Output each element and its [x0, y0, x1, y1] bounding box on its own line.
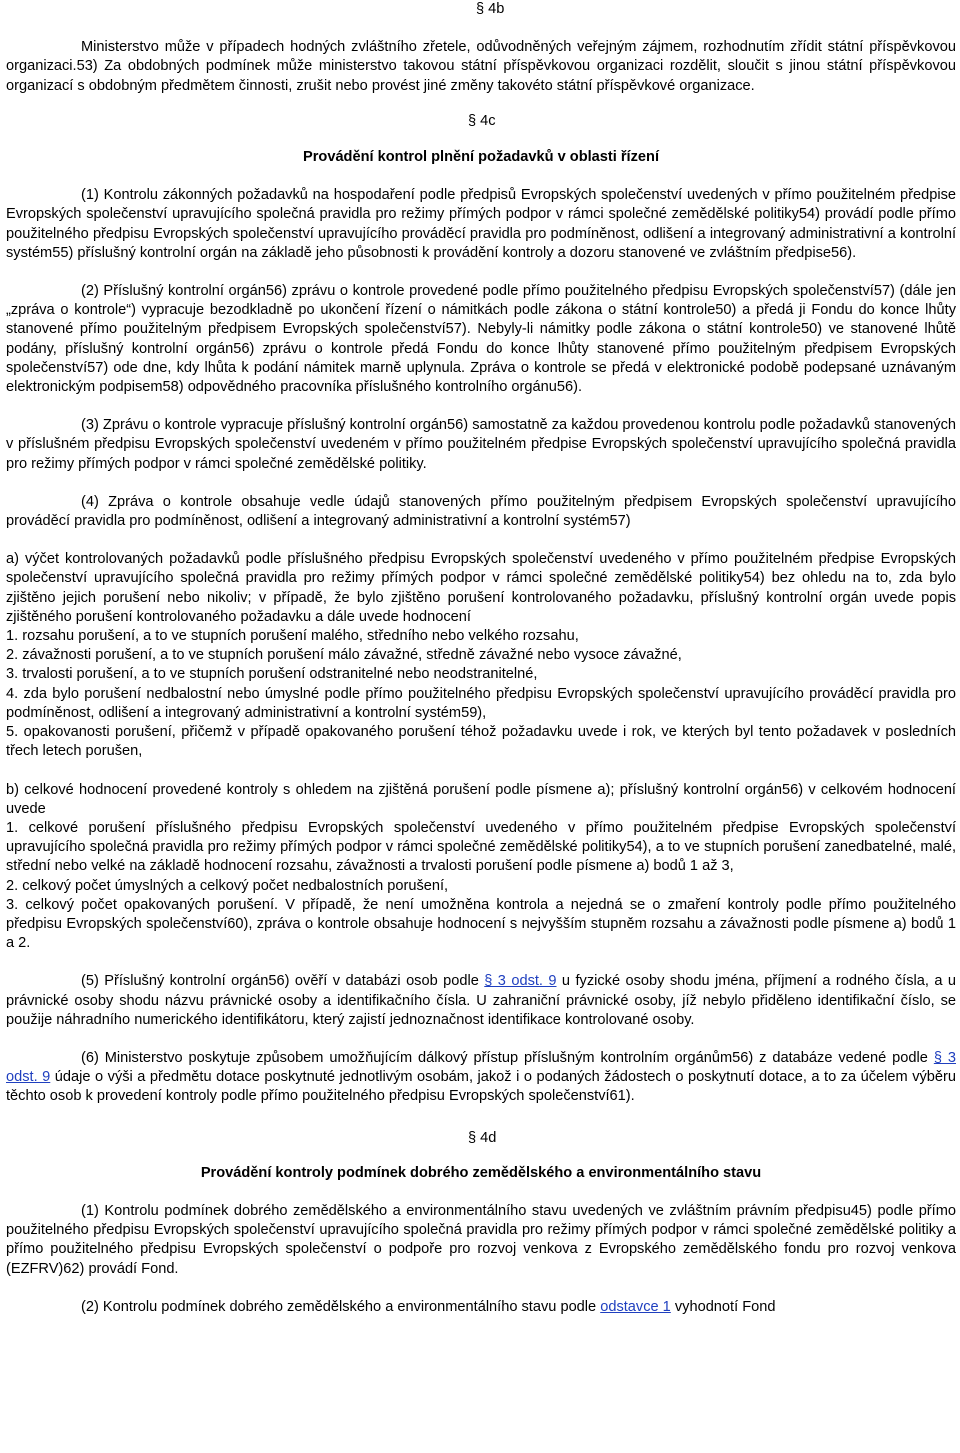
paragraph-4d-2-text-before: (2) Kontrolu podmínek dobrého zemědělského a environmentálního stavu podle [81, 1298, 601, 1315]
section-heading-4c: § 4c [468, 112, 496, 129]
list-a-intro: a) výčet kontrolovaných požadavků podle příslušného předpisu Evropských společenství uvedeného v přímo použitelném předpise Evropských společenství upravujícího společná pravidla pro režimy přímých podpor v rámci společné zemědělské politiky54) bez ohledu na to, zda bylo zjištěno jejich porušení nebo nikoliv; v případě, že bylo zjištěno porušení kontrolovaného požadavku, příslušný kontrolní orgán uvede popis zjištěného porušení kontrolovaného požadavku a dále uvede hodnocení [6, 551, 956, 625]
paragraph-4d-2 [6, 1298, 956, 1317]
paragraph-4c-6-text-after: údaje o výši a předmětu dotace poskytnuté jednotlivým osobám, jakož i o podaných žádostech o poskytnutí dotace, a to za účelem výběru těchto osob k provedení kontroly podle přímo použitelného předpisu Evropských společenství61). [6, 1069, 956, 1105]
document-page [6, 0, 956, 1317]
paragraph-4c-4: (4) Zpráva o kontrole obsahuje vedle údajů stanovených přímo použitelným předpisem Evropských společenství upravujícího prováděcí pravidla pro podmíněnost, odlišení a integrovaný administrativní a kontrolní systém57) [6, 493, 956, 530]
section-title-4c: Provádění kontrol plnění požadavků v oblasti řízení [303, 149, 659, 166]
list-a-item-3: 3. trvalosti porušení, a to ve stupních porušení odstranitelné nebo neodstranitelné, [6, 666, 538, 683]
paragraph-4c-5-text-before: (5) Příslušný kontrolní orgán56) ověří v databázi osob podle [81, 973, 485, 990]
list-b-item-2: 2. celkový počet úmyslných a celkový počet nedbalostních porušení, [6, 877, 449, 894]
list-a-item-4: 4. zda bylo porušení nedbalostní nebo úmyslné podle přímo použitelného předpisu Evropských společenství upravujícího prováděcí pravidla pro podmíněnost, odlišení a integrovaný administrativní a kontrolní systém59), [6, 685, 956, 721]
paragraph-4c-6-text-before: (6) Ministerstvo poskytuje způsobem umožňujícím dálkový přístup příslušným kontrolním orgánům56) z databáze vedené podle [81, 1049, 934, 1066]
section-title-4d: Provádění kontroly podmínek dobrého zemědělského a environmentálního stavu [200, 1164, 762, 1181]
paragraph-4d-2-text-after: vyhodnotí Fond [670, 1298, 776, 1315]
list-b-item-3: 3. celkový počet opakovaných porušení. V případě, že není umožněna kontrola a nejedná se o zmaření kontroly podle přímo použitelného předpisu Evropských společenství60), zpráva o kontrole obsahuje hodnocení s nejvyšším stupněm rozsahu a závažnosti podle písmene a) bodů 1 a 2. [6, 896, 956, 952]
paragraph-4c-6 [6, 1049, 956, 1107]
section-heading-4d: § 4d [468, 1129, 497, 1146]
paragraph-4c-5 [6, 972, 956, 1030]
paragraph-4d-1: (1) Kontrolu podmínek dobrého zemědělského a environmentálního stavu uvedených ve zvláštním právním předpisu45) podle přímo použitelného předpisu Evropských společenství upravujícího společná pravidla pro režimy přímých podpor v rámci společné zemědělské politiky a přímo použitelného předpisu Evropských společenství o podpoře pro rozvoj venkova z Evropského zemědělského fondu pro rozvoj venkova (EZFRV)62) provádí Fond. [6, 1202, 956, 1277]
section-3-odst-9-link-2[interactable]: § 3 odst. 9 [6, 1049, 956, 1086]
paragraph-4c-2: (2) Příslušný kontrolní orgán56) zprávu o kontrole provedené podle přímo použitelného předpisu Evropských společenství57) (dále jen „zpráva o kontrole“) vypracuje bezodkladně po ukončení řízení o námitkách podle zákona o státní kontrole50) a předá ji Fondu do konce lhůty stanovené přímo použitelným předpisem Evropských společenství57). Nebyly-li námitky podle zákona o státní kontrole50) ve stanovené lhůtě podány, příslušný kontrolní orgán56) zprávu o kontrole předá Fondu do konce lhůty stanovené přímo použitelným předpisem Evropských společenství57) ode dne, kdy lhůta k podání námitek marně uplynula. Zpráva o kontrole se předá v elektronické podobě podepsané uznávaným elektronickým podpisem58) odpovědného pracovníka příslušného kontrolního orgánu56). [6, 283, 956, 396]
odstavce-1-link[interactable]: odstavce 1 [600, 1298, 671, 1315]
section-3-odst-9-link[interactable]: § 3 odst. 9 [484, 973, 557, 990]
list-a-item-2: 2. závažnosti porušení, a to ve stupních porušení málo závažné, středně závažné nebo vysoce závažné, [6, 647, 682, 664]
section-heading-4b: § 4b [476, 1, 505, 17]
paragraph-4b: Ministerstvo může v případech hodných zvláštního zřetele, odůvodněných veřejným zájmem, rozhodnutím zřídit státní příspěvkovou organizaci.53) Za obdobných podmínek může ministerstvo takovou státní příspěvkovou organizaci rozdělit, sloučit s jinou státní příspěvkovou organizací s obdobným předmětem činnosti, zrušit nebo provést jiné změny takovéto státní příspěvkové organizace. [6, 39, 956, 94]
paragraph-4c-5-text-after: u fyzické osoby shodu jména, příjmení a rodného čísla, a u právnické osoby shodu názvu právnické osoby a identifikačního čísla. U zahraniční právnické osoby, jíž nebylo přiděleno identifikační číslo, se použije náhradního numerického identifikátoru, který zajistí jednoznačnost identifikace kontrolované osoby. [6, 973, 957, 1028]
paragraph-4c-3: (3) Zprávu o kontrole vypracuje příslušný kontrolní orgán56) samostatně za každou provedenou kontrolu podle požadavků stanovených v příslušném předpisu Evropských společenství uvedeném v přímo použitelném předpise Evropských společenství upravujícího společná pravidla pro režimy přímých podpor v rámci společné zemědělské politiky. [6, 417, 956, 472]
paragraph-4c-1: (1) Kontrolu zákonných požadavků na hospodaření podle předpisů Evropských společenství uvedených v přímo použitelném předpise Evropských společenství upravujícího společná pravidla pro režimy přímých podpor v rámci společné zemědělské politiky54) provádí podle přímo použitelného předpisu Evropských společenství upravujícího prováděcí pravidla pro podmíněnost, odlišení a integrovaný administrativní a kontrolní systém55) příslušný kontrolní orgán na základě jeho působnosti k provádění kontroly a dozoru stanovené ve zvláštním předpise56). [6, 187, 956, 261]
list-b-item-1: 1. celkové porušení příslušného předpisu Evropských společenství uvedeného v přímo použitelném předpise Evropských společenství upravujícího společná pravidla pro režimy přímých podpor v rámci společné zemědělské politiky54), a to ve stupních porušení zanedbatelné, malé, střední nebo velké na základě hodnocení rozsahu, závažnosti a trvalosti porušení podle písmene a) bodů 1 až 3, [6, 819, 956, 875]
list-a-item-1: 1. rozsahu porušení, a to ve stupních porušení malého, středního nebo velkého rozsahu, [6, 628, 579, 645]
list-a-item-5: 5. opakovanosti porušení, přičemž v případě opakovaného porušení téhož požadavku uvede i rok, ve kterých byl tento požadavek v posledních třech letech porušen, [6, 724, 956, 760]
list-b-intro: b) celkové hodnocení provedené kontroly s ohledem na zjištěná porušení podle písmene a); příslušný kontrolní orgán56) v celkovém hodnocení uvede [6, 781, 956, 817]
